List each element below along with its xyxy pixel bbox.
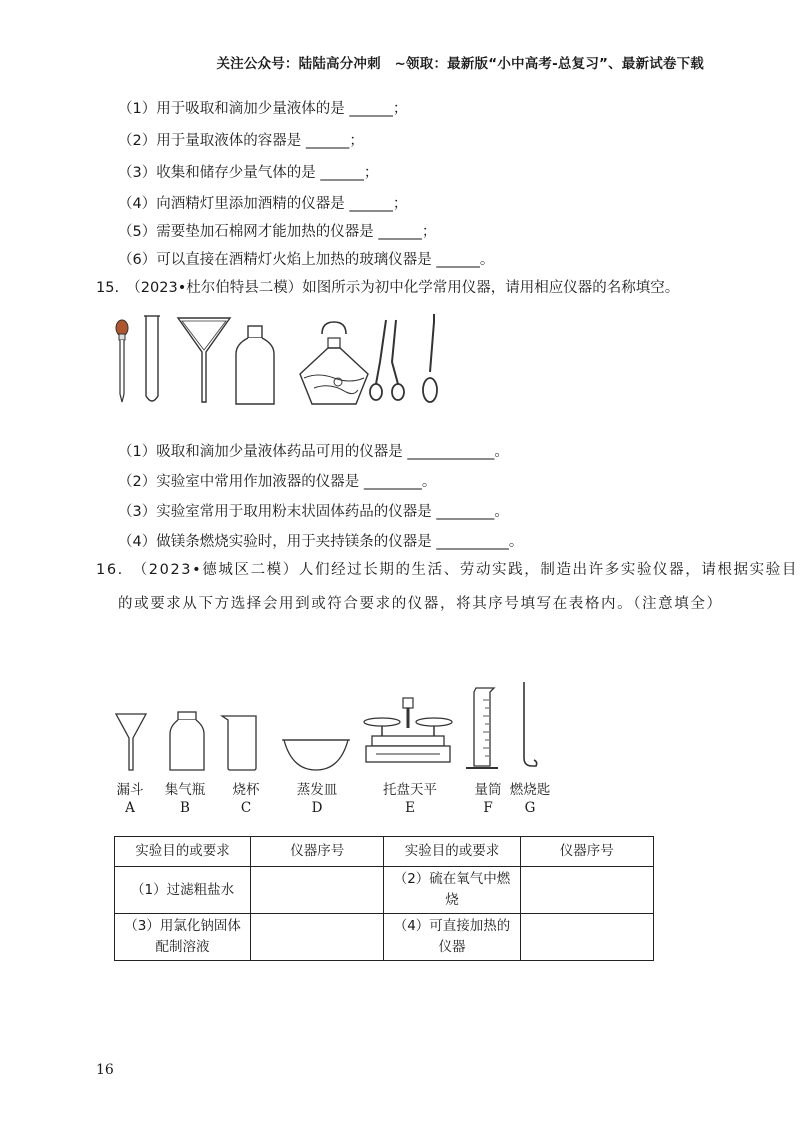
instrument-name: 烧杯: [232, 782, 260, 798]
funnel-icon: [178, 318, 230, 402]
instrument-letter: F: [483, 800, 493, 816]
alcohol-lamp-icon: [300, 322, 368, 404]
instrument-name: 托盘天平: [383, 782, 437, 798]
beaker-icon: [222, 716, 256, 770]
q16-instruments-figure: [100, 680, 560, 780]
crucible-tongs-icon: [370, 320, 404, 400]
q14-item: （1）用于吸取和滴加少量液体的是 ______；: [118, 101, 408, 117]
instrument-letter: B: [180, 800, 190, 816]
q14-item: （4）向酒精灯里添加酒精的仪器是 ______；: [118, 196, 408, 212]
table-cell-answer[interactable]: [251, 914, 384, 961]
instrument-name: 集气瓶: [164, 782, 206, 798]
table-cell-purpose: （2）硫在氧气中燃烧: [384, 867, 520, 914]
gas-jar-icon: [170, 712, 204, 770]
table-header-cell: 实验目的或要求: [115, 837, 251, 867]
q16-title-line1: 16. （2023•德城区二模）人们经过长期的生活、劳动实践，制造出许多实验仪器，请根据实验目: [96, 562, 798, 578]
test-tube-icon: [144, 316, 160, 401]
table-header-cell: 实验目的或要求: [384, 837, 520, 867]
instrument-name: 漏斗: [116, 782, 144, 798]
instrument-name: 蒸发皿: [296, 782, 338, 798]
table-cell-purpose: （3）用氯化钠固体配制溶液: [115, 914, 251, 961]
q15-item: （4）做镁条燃烧实验时，用于夹持镁条的仪器是 __________。: [118, 534, 524, 550]
evaporating-dish-icon: [282, 740, 350, 770]
page-header: 关注公众号：陆陆高分冲刺 ~领取：最新版“小中高考-总复习”、最新试卷下载: [216, 56, 704, 72]
q14-item: （6）可以直接在酒精灯火焰上加热的玻璃仪器是 ______。: [118, 252, 495, 268]
instrument-name: 燃烧匙: [509, 782, 551, 798]
table-cell-answer[interactable]: [520, 867, 653, 914]
q15-item: （2）实验室中常用作加液器的仪器是 ________。: [118, 474, 437, 490]
q14-item: （5）需要垫加石棉网才能加热的仪器是 ______；: [118, 224, 437, 240]
table-header-cell: 仪器序号: [251, 837, 384, 867]
instrument-letter: G: [524, 800, 536, 816]
table-cell-purpose: （1）过滤粗盐水: [115, 867, 251, 914]
medicine-spoon-icon: [423, 314, 437, 402]
dropper-icon: [116, 320, 128, 402]
graduated-cylinder-icon: [466, 688, 498, 768]
table-cell-answer[interactable]: [251, 867, 384, 914]
instrument-letter: D: [311, 800, 323, 816]
table-cell-answer[interactable]: [520, 914, 653, 961]
instrument-letter: E: [405, 800, 415, 816]
q15-item: （1）吸取和滴加少量液体药品可用的仪器是 ____________。: [118, 444, 509, 460]
table-row: [115, 914, 654, 961]
q14-item: （3）收集和储存少量气体的是 ______；: [118, 165, 379, 181]
balance-icon: [364, 698, 452, 762]
instrument-name: 量筒: [474, 782, 502, 798]
funnel-icon: [116, 714, 146, 770]
page-number: 16: [96, 1062, 114, 1078]
q15-title: 15. （2023•杜尔伯特县二模）如图所示为初中化学常用仪器，请用相应仪器的名称填空。: [96, 280, 680, 296]
combustion-spoon-icon: [524, 682, 537, 766]
table-header-cell: 仪器序号: [520, 837, 653, 867]
table-header-row: [115, 837, 654, 867]
table-row: [115, 867, 654, 914]
instrument-letter: C: [240, 800, 252, 816]
q15-item: （3）实验室常用于取用粉末状固体药品的仪器是 ________。: [118, 504, 509, 520]
answer-table: [114, 836, 654, 961]
q16-title-line2: 的或要求从下方选择会用到或符合要求的仪器，将其序号填写在表格内。（注意填全）: [118, 596, 723, 612]
q14-item: （2）用于量取液体的容器是 ______；: [118, 133, 364, 149]
table-cell-purpose: （4）可直接加热的仪器: [384, 914, 520, 961]
reagent-bottle-icon: [236, 326, 274, 404]
instrument-letter: A: [125, 800, 135, 816]
q15-instruments-figure: [108, 312, 448, 408]
